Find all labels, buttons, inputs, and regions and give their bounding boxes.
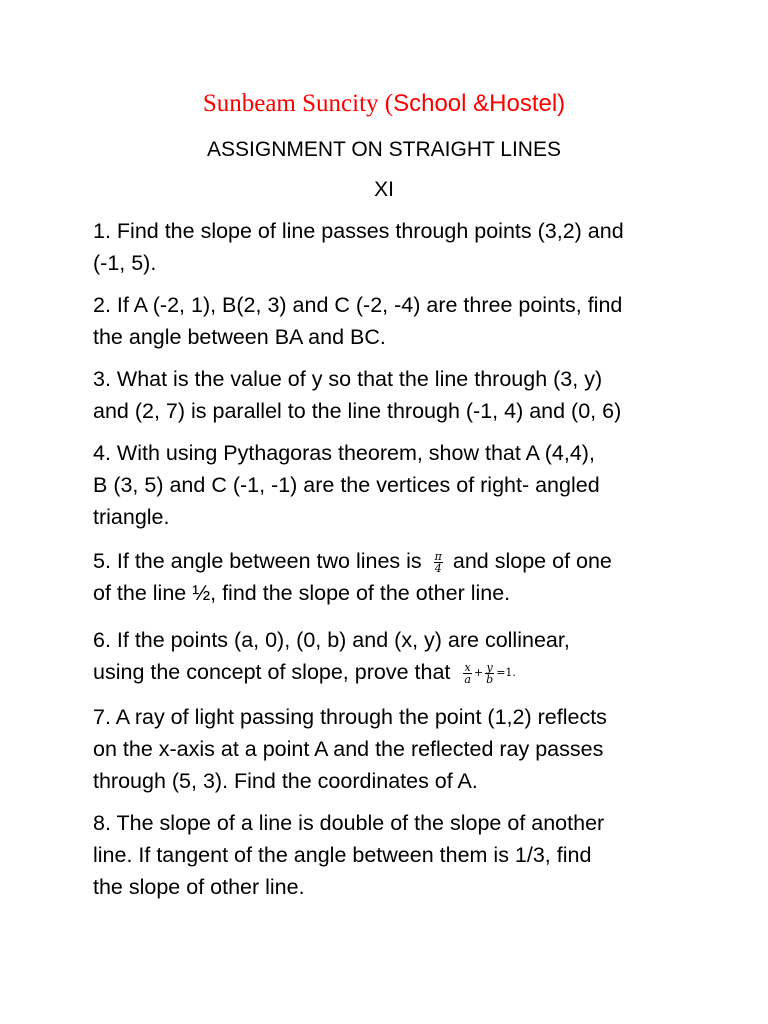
school-name-part-2: School &Hostel) (393, 90, 566, 117)
fraction-numerator: y (486, 660, 493, 674)
question-4-line-2: B (3, 5) and C (-1, -1) are the vertices of right- angled (93, 473, 600, 497)
class-label: XI (374, 178, 394, 201)
question-6 (93, 624, 713, 689)
fraction-numerator: x (464, 660, 471, 674)
question-8-line-1: 8. The slope of a line is double of the slope of another (93, 811, 605, 835)
question-6-line-2 (93, 656, 713, 689)
question-2-line-2: the angle between BA and BC. (93, 325, 386, 349)
question-7 (93, 701, 713, 797)
equation-rhs: =1. (496, 666, 516, 680)
fraction-numerator: π (434, 549, 442, 563)
question-8 (93, 807, 713, 903)
question-8-line-2: line. If tangent of the angle between them is 1/3, find (93, 843, 592, 867)
question-2 (93, 289, 713, 353)
x-over-a-fraction (463, 662, 472, 685)
question-8-line-3: the slope of other line. (93, 875, 305, 899)
question-1 (93, 215, 713, 279)
question-2-line-1: 2. If A (-2, 1), B(2, 3) and C (-2, -4) are three points, find (93, 293, 623, 317)
question-5-line-2: of the line ½, find the slope of the other line. (93, 581, 511, 605)
fraction-denominator: a (464, 672, 471, 686)
question-5-line-1 (93, 545, 713, 577)
fraction-denominator: 4 (434, 561, 442, 575)
intercept-form-equation (462, 657, 517, 689)
y-over-b-fraction (485, 662, 494, 685)
question-7-line-1: 7. A ray of light passing through the point (1,2) reflects (93, 705, 607, 729)
question-6-line-1: 6. If the points (a, 0), (0, b) and (x, y) are collinear, (93, 628, 570, 652)
fraction-denominator: b (486, 672, 494, 686)
school-name (0, 88, 768, 120)
question-7-line-3: through (5, 3). Find the coordinates of A. (93, 769, 478, 793)
question-1-line-1: 1. Find the slope of line passes through points (3,2) and (93, 219, 624, 243)
assignment-title: ASSIGNMENT ON STRAIGHT LINES (207, 138, 561, 161)
question-7-line-2: on the x-axis at a point A and the reflected ray passes (93, 737, 604, 761)
question-3 (93, 363, 713, 427)
question-4-line-1: 4. With using Pythagoras theorem, show that A (4,4), (93, 441, 595, 465)
question-5-text-after: and slope of one (452, 549, 612, 573)
question-3-line-2: and (2, 7) is parallel to the line through (-1, 4) and (0, 6) (93, 399, 622, 423)
school-name-part-1: Sunbeam Suncity ( (202, 90, 394, 117)
pi-over-4-fraction (434, 551, 443, 574)
question-1-line-2: (-1, 5). (93, 251, 157, 275)
question-6-text: using the concept of slope, prove that (93, 660, 451, 684)
question-4-line-3: triangle. (93, 505, 170, 529)
plus-sign: + (473, 666, 484, 680)
question-3-line-1: 3. What is the value of y so that the line through (3, y) (93, 367, 603, 391)
question-5-text-before: 5. If the angle between two lines is (93, 549, 422, 573)
question-4 (93, 437, 713, 533)
question-5 (93, 545, 713, 609)
